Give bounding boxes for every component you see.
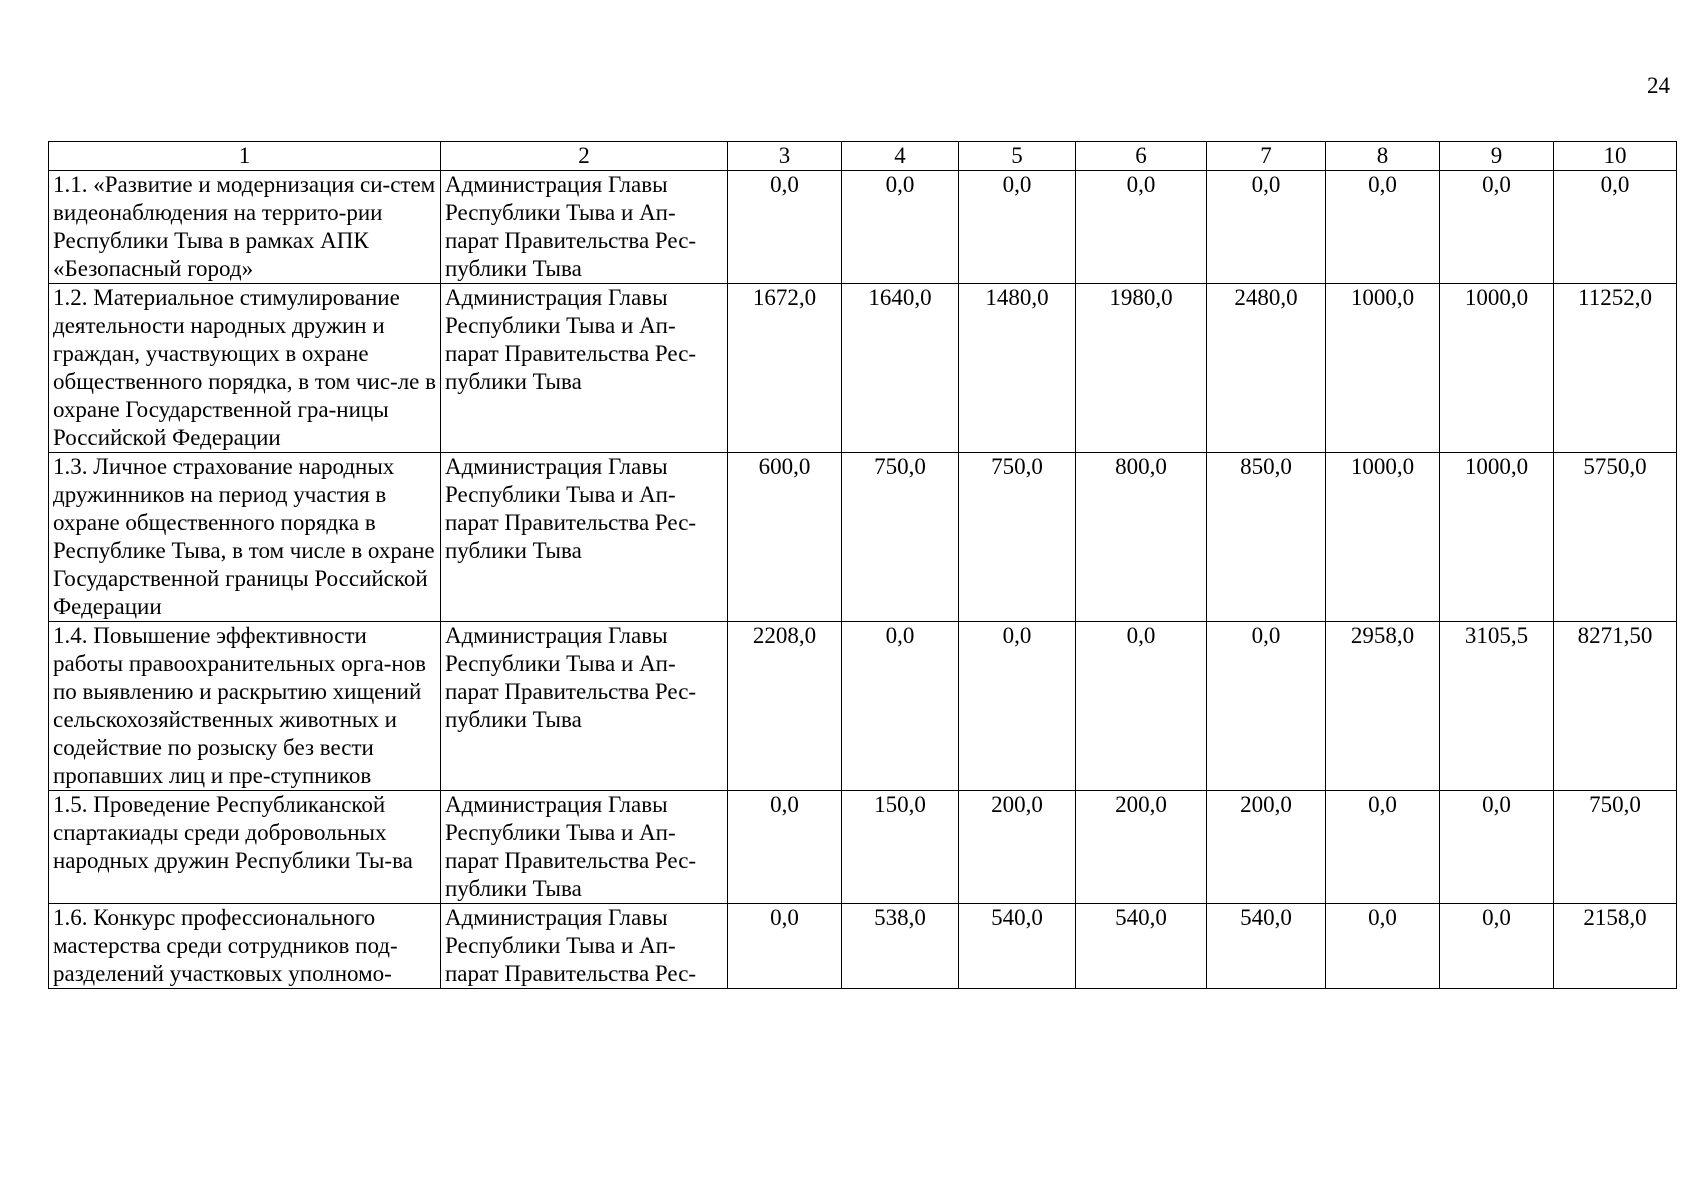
- row-value: 0,0: [1076, 622, 1207, 791]
- row-description: 1.4. Повышение эффективности работы правоохранительных орга-нов по выявлению и раскрытию хищений сельскохозяйственных животных и содействие по розыску без вести пропавших лиц и пре-ступников: [49, 622, 441, 791]
- column-header: 9: [1440, 142, 1554, 171]
- row-value: 1000,0: [1440, 453, 1554, 622]
- page-number: 24: [1647, 73, 1670, 98]
- row-value: 0,0: [1326, 791, 1440, 904]
- column-header: 10: [1554, 142, 1677, 171]
- row-value: 0,0: [1207, 171, 1326, 284]
- column-header: 8: [1326, 142, 1440, 171]
- program-table: [48, 141, 1677, 989]
- row-executor: Администрация Главы Республики Тыва и Ап-парат Правительства Рес-: [441, 904, 728, 989]
- row-description: 1.3. Личное страхование народных дружинников на период участия в охране общественного порядка в Республике Тыва, в том числе в охране Государственной границы Российской Федерации: [49, 453, 441, 622]
- row-value: 0,0: [728, 171, 842, 284]
- row-value: 0,0: [1326, 904, 1440, 989]
- row-description: 1.2. Материальное стимулирование деятельности народных дружин и граждан, участвующих в охране общественного порядка, в том чис-ле в охране Государственной гра-ницы Российской Федерации: [49, 284, 441, 453]
- row-value: 5750,0: [1554, 453, 1677, 622]
- column-header: 6: [1076, 142, 1207, 171]
- row-value: 750,0: [959, 453, 1076, 622]
- row-value: 0,0: [1207, 622, 1326, 791]
- column-header: 2: [441, 142, 728, 171]
- row-value: 750,0: [1554, 791, 1677, 904]
- row-value: 0,0: [1076, 171, 1207, 284]
- row-value: 2208,0: [728, 622, 842, 791]
- table-row: [49, 284, 1677, 453]
- row-description: 1.5. Проведение Республиканской спартакиады среди добровольных народных дружин Республики Ты-ва: [49, 791, 441, 904]
- column-header: 7: [1207, 142, 1326, 171]
- row-value: 0,0: [959, 171, 1076, 284]
- table-row: [49, 453, 1677, 622]
- table-header-row: [49, 142, 1677, 171]
- row-value: 600,0: [728, 453, 842, 622]
- row-description: 1.6. Конкурс профессионального мастерства среди сотрудников под-разделений участковых уполномо-: [49, 904, 441, 989]
- row-value: 538,0: [842, 904, 959, 989]
- row-value: 1980,0: [1076, 284, 1207, 453]
- row-value: 11252,0: [1554, 284, 1677, 453]
- row-value: 1000,0: [1326, 284, 1440, 453]
- row-value: 750,0: [842, 453, 959, 622]
- row-value: 1000,0: [1440, 284, 1554, 453]
- row-value: 200,0: [1207, 791, 1326, 904]
- row-value: 1480,0: [959, 284, 1076, 453]
- row-value: 200,0: [959, 791, 1076, 904]
- table-row: [49, 791, 1677, 904]
- row-value: 0,0: [1440, 904, 1554, 989]
- column-header: 1: [49, 142, 441, 171]
- row-value: 540,0: [1207, 904, 1326, 989]
- table-row: [49, 171, 1677, 284]
- row-value: 540,0: [1076, 904, 1207, 989]
- table-row: [49, 622, 1677, 791]
- column-header: 5: [959, 142, 1076, 171]
- column-header: 3: [728, 142, 842, 171]
- row-executor: Администрация Главы Республики Тыва и Ап-парат Правительства Рес-публики Тыва: [441, 622, 728, 791]
- row-value: 0,0: [842, 622, 959, 791]
- row-value: 3105,5: [1440, 622, 1554, 791]
- row-value: 0,0: [728, 791, 842, 904]
- row-executor: Администрация Главы Республики Тыва и Ап-парат Правительства Рес-публики Тыва: [441, 284, 728, 453]
- row-description: 1.1. «Развитие и модернизация си-стем видеонаблюдения на террито-рии Республики Тыва в рамках АПК «Безопасный город»: [49, 171, 441, 284]
- row-value: 540,0: [959, 904, 1076, 989]
- row-executor: Администрация Главы Республики Тыва и Ап-парат Правительства Рес-публики Тыва: [441, 171, 728, 284]
- row-value: 8271,50: [1554, 622, 1677, 791]
- row-value: 0,0: [1554, 171, 1677, 284]
- row-value: 200,0: [1076, 791, 1207, 904]
- row-value: 0,0: [1440, 171, 1554, 284]
- row-value: 2158,0: [1554, 904, 1677, 989]
- row-value: 0,0: [842, 171, 959, 284]
- table-row: [49, 904, 1677, 989]
- row-value: 850,0: [1207, 453, 1326, 622]
- row-value: 800,0: [1076, 453, 1207, 622]
- row-executor: Администрация Главы Республики Тыва и Ап-парат Правительства Рес-публики Тыва: [441, 453, 728, 622]
- row-value: 0,0: [1440, 791, 1554, 904]
- row-value: 2480,0: [1207, 284, 1326, 453]
- row-executor: Администрация Главы Республики Тыва и Ап-парат Правительства Рес-публики Тыва: [441, 791, 728, 904]
- row-value: 1000,0: [1326, 453, 1440, 622]
- row-value: 0,0: [959, 622, 1076, 791]
- row-value: 2958,0: [1326, 622, 1440, 791]
- row-value: 1640,0: [842, 284, 959, 453]
- row-value: 1672,0: [728, 284, 842, 453]
- row-value: 150,0: [842, 791, 959, 904]
- row-value: 0,0: [1326, 171, 1440, 284]
- row-value: 0,0: [728, 904, 842, 989]
- column-header: 4: [842, 142, 959, 171]
